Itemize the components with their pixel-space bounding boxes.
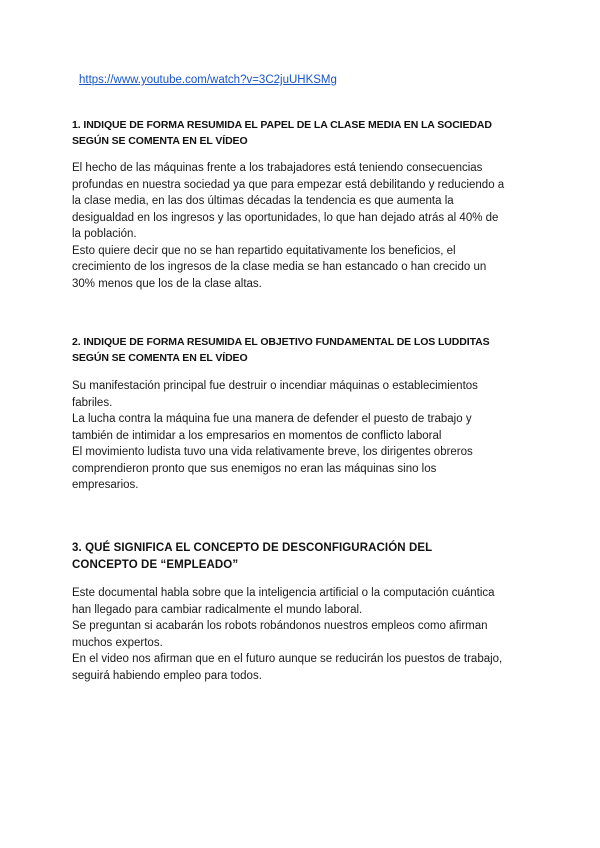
section-3-body-line: En el video nos afirman que en el futuro aunque se reducirán los puestos de trabajo, [72, 653, 503, 665]
section-1-body [72, 160, 534, 292]
section-2-body [72, 378, 534, 494]
section-3-body-line: muchos expertos. [72, 636, 163, 649]
section-2-body-line: Su manifestación principal fue destruir o incendiar máquinas o establecimientos [72, 380, 478, 392]
section-1-body-line: El hecho de las máquinas frente a los trabajadores está teniendo consecuencias [72, 162, 483, 174]
youtube-video-link[interactable]: https://www.youtube.com/watch?v=3C2juUHKSMg [79, 74, 337, 86]
section-3-heading [72, 540, 532, 574]
section-1-body-line: la clase media, en las dos últimas décadas la tendencia es que aumenta la [72, 195, 454, 207]
section-1-heading [72, 117, 532, 149]
section-2-body-line: El movimiento ludista tuvo una vida relativamente breve, los dirigentes obreros [72, 446, 473, 458]
section-1-heading-line-1: 1. INDIQUE DE FORMA RESUMIDA EL PAPEL DE LA CLASE MEDIA EN LA SOCIEDAD [72, 119, 492, 131]
section-1-heading-line-2: SEGÚN SE COMENTA EN EL VÍDEO [72, 135, 248, 147]
section-1-body-line: crecimiento de los ingresos de la clase media se han estancado o han crecido un [72, 261, 487, 273]
section-1-body-line: desigualdad en los ingresos y las oportunidades, lo que han dejado atrás al 40% de [72, 211, 499, 224]
section-2-heading [72, 334, 532, 366]
section-3-heading-line-2: CONCEPTO DE “EMPLEADO” [72, 559, 239, 571]
section-1-body-line: la población. [72, 228, 137, 240]
section-2-heading-line-1: 2. INDIQUE DE FORMA RESUMIDA EL OBJETIVO FUNDAMENTAL DE LOS LUDDITAS [72, 336, 490, 348]
section-3-body-line: Se preguntan si acabarán los robots robándonos nuestros empleos como afirman [72, 620, 488, 632]
section-3-body-line: han llegado para cambiar radicalmente el mundo laboral. [72, 603, 363, 616]
section-2-body-line: también de intimidar a los empresarios en momentos de conflicto laboral [72, 429, 442, 442]
section-2-heading-line-2: SEGÚN SE COMENTA EN EL VÍDEO [72, 352, 248, 364]
section-3-heading-line-1: 3. QUÉ SIGNIFICA EL CONCEPTO DE DESCONFIGURACIÓN DEL [72, 542, 433, 554]
section-3-body [72, 585, 534, 684]
section-3-body-line: Este documental habla sobre que la inteligencia artificial o la computación cuántica [72, 587, 495, 599]
section-3-body-line: seguirá habiendo empleo para todos. [72, 669, 262, 682]
section-1-body-line: Esto quiere decir que no se han repartido equitativamente los beneficios, el [72, 244, 456, 257]
section-2-body-line: fabriles. [72, 396, 113, 409]
section-2-body-line: La lucha contra la máquina fue una manera de defender el puesto de trabajo y [72, 413, 472, 425]
section-2-body-line: comprendieron pronto que sus enemigos no eran las máquinas sino los [72, 462, 437, 475]
section-1-body-line: 30% menos que los de la clase altas. [72, 277, 262, 290]
section-1-body-line: profundas en nuestra sociedad ya que para empezar está debilitando y reduciendo a [72, 178, 505, 191]
section-2-body-line: empresarios. [72, 479, 139, 491]
